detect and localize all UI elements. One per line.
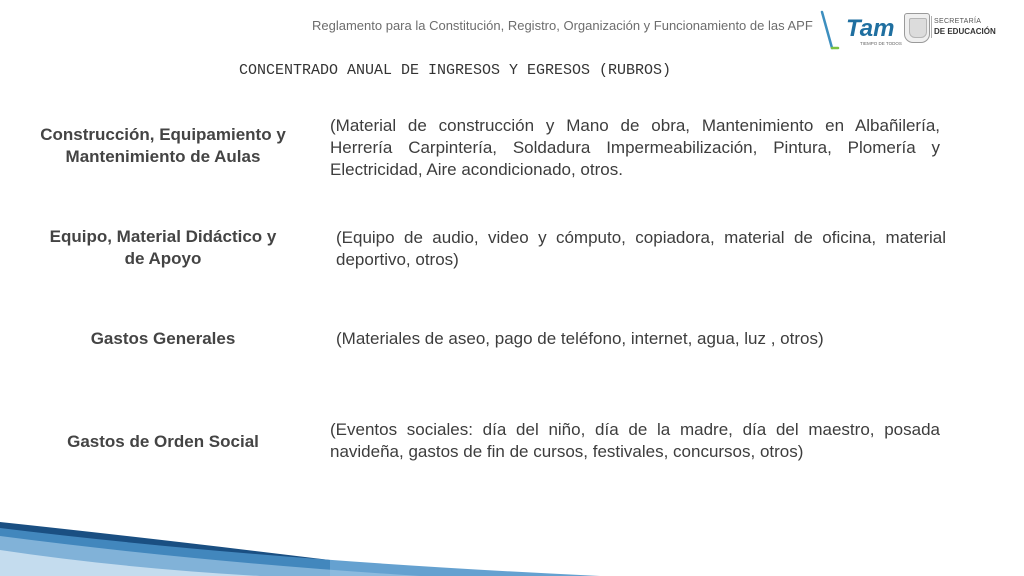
- rubro-label-construccion: Construcción, Equipamiento y Mantenimiento de Aulas: [40, 125, 286, 166]
- rubro-label-orden-social: Gastos de Orden Social: [67, 432, 259, 451]
- rubro-label-equipo: Equipo, Material Didáctico y de Apoyo: [49, 227, 277, 268]
- educacion-label: DE EDUCACIÓN: [934, 27, 996, 36]
- rubro-description-orden-social: (Eventos sociales: día del niño, día de la madre, día del maestro, posada navideña, gastos de fin de cursos, festivales, concursos, otros): [330, 420, 940, 461]
- rubro-description-construccion: (Material de construcción y Mano de obra, Mantenimiento en Albañilería, Herrería Carpintería, Soldadura Impermeabilización, Pintura, Plomería y Electricidad, Aire acondicionado, otros.: [330, 116, 940, 179]
- header-text: Reglamento para la Constitución, Registro, Organización y Funcionamiento de las APF: [312, 18, 813, 33]
- tam-logo: [844, 10, 902, 48]
- tam-logo-subtitle: TIEMPO DE TODOS: [860, 41, 902, 46]
- crest-icon: [904, 13, 930, 43]
- decorative-wave: [0, 500, 1024, 576]
- rubro-description-gastos-generales: (Materiales de aseo, pago de teléfono, internet, agua, luz , otros): [336, 329, 824, 348]
- logo-slash-icon: [816, 10, 840, 52]
- tam-logo-text: Tam: [846, 15, 895, 42]
- secretaria-label: SECRETARÍA: [934, 18, 982, 25]
- rubro-description-equipo: (Equipo de audio, video y cómputo, copiadora, material de oficina, material deportivo, otros): [336, 228, 946, 269]
- page-title: CONCENTRADO ANUAL DE INGRESOS Y EGRESOS (RUBROS): [238, 62, 672, 79]
- logo-divider: [931, 16, 932, 38]
- rubro-label-gastos-generales: Gastos Generales: [90, 329, 236, 348]
